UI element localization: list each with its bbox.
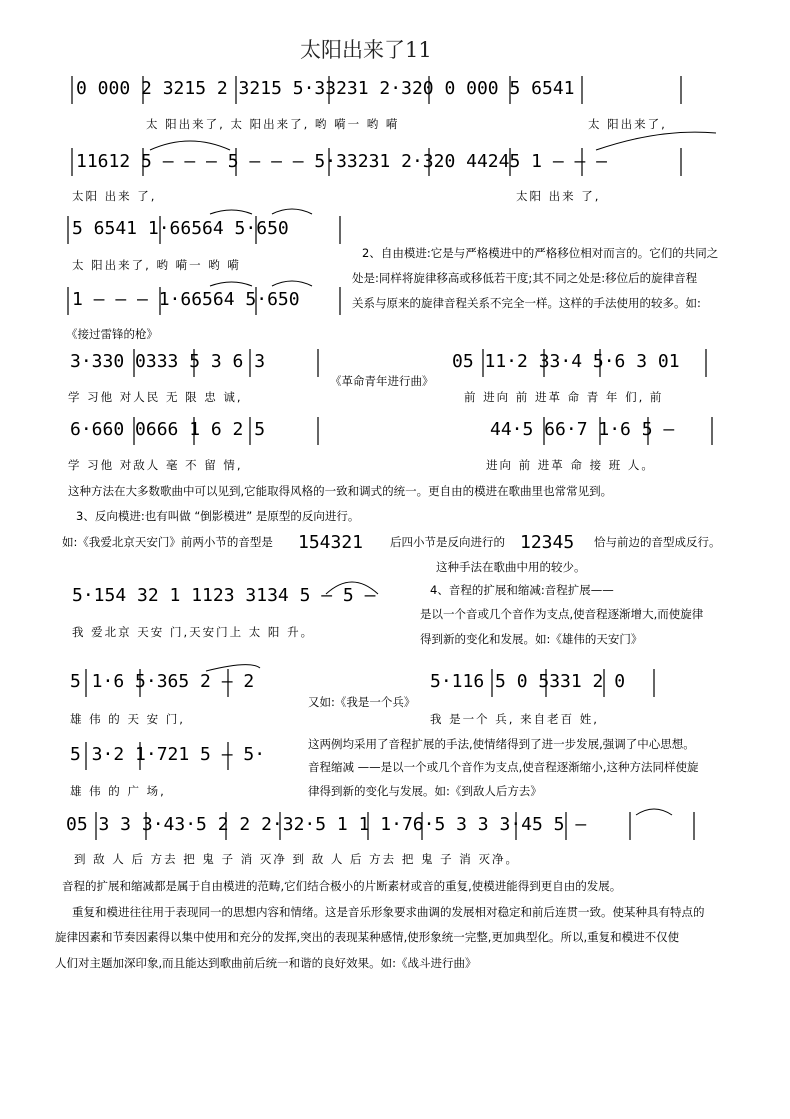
paragraph-line: 音程的扩展和缩减都是属于自由模进的范畴,它们结合极小的片断素材或音的重复,使模进能得到更自由的发展。: [62, 879, 622, 893]
notation-line: 5·116 5 0 5331 2 0: [430, 671, 626, 692]
lyric-line: 到 敌 人 后 方去 把 鬼 子 消 灭净 到 敌 人 后 方去 把 鬼 子 消 灭净。: [74, 852, 519, 866]
paragraph-line: 后四小节是反向进行的: [390, 535, 505, 549]
notation-line: 3·330 0333 5 3 6 3: [70, 351, 266, 372]
paragraph-line: 这两例均采用了音程扩展的手法,使情绪得到了进一步发展,强调了中心思想。: [308, 737, 695, 751]
paragraph-line: 如:《我爱北京天安门》前两小节的音型是: [62, 535, 273, 549]
lyric-line: 太 阳出来了, 太 阳出来了, 哟 嗬一 哟 嗬: [146, 117, 400, 131]
paragraph-line: 2、自由模进:它是与严格模进中的严格移位相对而言的。它们的共同之: [362, 246, 719, 260]
notation-line: 05 3 3 3·43·5 2 2 2·32·5 1 1 1·76·5 3 3 3·45 5 –: [66, 814, 587, 835]
paragraph-line: 这种手法在歌曲中用的较少。: [436, 560, 586, 574]
lyric-line: 太阳 出来 了,: [516, 189, 601, 203]
notation-line: 05 11·2 33·4 5·6 3 01: [452, 351, 680, 372]
notation-line: 0 000 2 3215 2 3215 5·33231 2·320 0 000 5 6541: [76, 78, 575, 99]
paragraph-line: 律得到新的变化与发展。如:《到敌人后方去》: [308, 784, 542, 798]
notation-line: 6·660 0666 1 6 2 5: [70, 419, 266, 440]
lyric-line: 我 爱北京 天安 门,天安门上 太 阳 升。: [72, 625, 315, 639]
lyric-line: 学 习他 对敌人 毫 不 留 情,: [68, 458, 243, 472]
motif-notation: 12345: [520, 532, 575, 553]
lyric-line: 雄 伟 的 天 安 门,: [70, 712, 185, 726]
song-title: 《接过雷锋的枪》: [66, 327, 158, 341]
lyric-line: 进向 前 进革 命 接 班 人。: [486, 458, 655, 472]
lyric-line: 太阳 出来 了,: [72, 189, 157, 203]
lyric-line: 太 阳出来了, 哟 嗬一 哟 嗬: [72, 258, 241, 272]
notation-line: 5 3·2 1·721 5 – 5·: [70, 744, 266, 765]
lyric-line: 前 进向 前 进革 命 青 年 们, 前: [464, 390, 664, 404]
paragraph-line: 又如:《我是一个兵》: [308, 695, 416, 709]
motif-notation: 154321: [298, 532, 364, 553]
lyric-line: 太 阳出来了,: [588, 117, 667, 131]
paragraph-line: 4、音程的扩展和缩减:音程扩展——: [430, 583, 614, 597]
paragraph-line: 恰与前边的音型成反行。: [594, 535, 721, 549]
paragraph-line: 这种方法在大多数歌曲中可以见到,它能取得风格的一致和调式的统一。更自由的模进在歌曲里也常常见到。: [68, 484, 613, 498]
paragraph-line: 人们对主题加深印象,而且能达到歌曲前后统一和谐的良好效果。如:《战斗进行曲》: [55, 956, 477, 970]
paragraph-line: 处是:同样将旋律移高或移低若干度;其不同之处是:移位后的旋律音程: [352, 271, 698, 285]
lyric-line: 我 是一个 兵, 来自老百 姓,: [430, 712, 599, 726]
notation-line: 11612 5 – – – 5 – – – 5·33231 2·320 44245 1 – – –: [76, 151, 608, 172]
paragraph-line: 旋律因素和节奏因素得以集中使用和充分的发挥,突出的表现某种感情,使形象统一完整,更加典型化。所以,重复和模进不仅使: [55, 930, 680, 944]
paragraph-line: 重复和模进往往用于表现同一的思想内容和情绪。这是音乐形象要求曲调的发展相对稳定和前后连贯一致。使某种具有特点的: [72, 905, 705, 919]
paragraph-line: 3、反向模进:也有叫做 “倒影模进” 是原型的反向进行。: [76, 509, 360, 523]
paragraph-line: 音程缩减 ——是以一个或几个音作为支点,使音程逐渐缩小,这种方法同样使旋: [308, 760, 699, 774]
paragraph-line: 得到新的变化和发展。如:《雄伟的天安门》: [420, 632, 643, 646]
paragraph-line: 是以一个音或几个音作为支点,使音程逐渐增大,而使旋律: [420, 607, 704, 621]
notation-line: 1 – – – 1·66564 5·650: [72, 289, 300, 310]
paragraph-line: 关系与原来的旋律音程关系不完全一样。这样的手法使用的较多。如:: [352, 296, 701, 310]
song-title: 《革命青年进行曲》: [330, 374, 434, 388]
lyric-line: 雄 伟 的 广 场,: [70, 784, 166, 798]
notation-line: 5·154 32 1 1123 3134 5 – 5 –: [72, 585, 376, 606]
notation-line: 5 6541 1·66564 5·650: [72, 218, 289, 239]
lyric-line: 学 习他 对人民 无 限 忠 诚,: [68, 390, 243, 404]
notation-line: 44·5 66·7 1·6 5 –: [490, 419, 675, 440]
notation-line: 5 1·6 5·365 2 – 2: [70, 671, 255, 692]
page-title: 太阳出来了11: [300, 38, 432, 62]
